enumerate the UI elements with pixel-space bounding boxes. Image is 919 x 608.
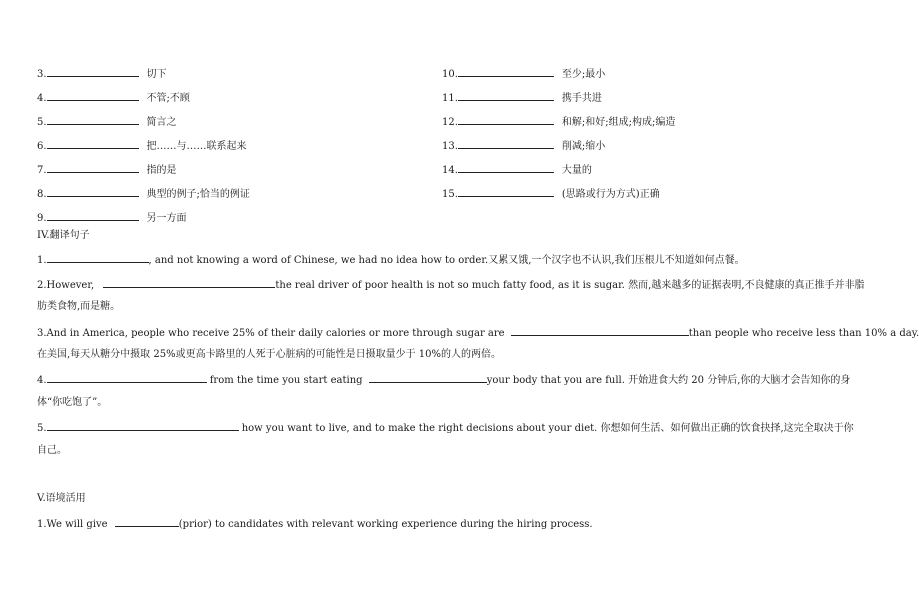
sentence-1-text: , and not knowing a word of Chinese, we had no idea how to order.又累又饿,一个汉字也不认识,我们压根儿不知道如何点餐。 <box>148 255 745 266</box>
vocab-number: 14. <box>442 165 458 176</box>
section-title-translation: IV.翻译句子 <box>37 230 90 241</box>
vocab-number: 7. <box>37 165 47 176</box>
vocab-number: 6. <box>37 141 47 152</box>
sentence-3-prefix: 3.And in America, people who receive 25% of their daily calories or more through sugar are <box>37 328 508 339</box>
vocab-item <box>37 114 177 130</box>
vocab-blank[interactable] <box>458 90 554 101</box>
vocab-blank[interactable] <box>47 162 139 173</box>
vocab-meaning: 不管;不顾 <box>146 93 190 104</box>
vocab-number: 5. <box>37 117 47 128</box>
vocab-number: 13. <box>442 141 458 152</box>
sentence-1 <box>37 252 745 268</box>
vocab-number: 12. <box>442 117 458 128</box>
vocab-number: 10. <box>442 69 458 80</box>
vocab-item <box>37 90 190 106</box>
vocab-meaning: 指的是 <box>146 165 177 176</box>
vocab-blank[interactable] <box>47 138 139 149</box>
vocab-item <box>442 186 660 202</box>
context-question-1 <box>37 516 593 532</box>
vocab-item <box>442 90 602 106</box>
vocab-item <box>37 138 247 154</box>
vocab-item <box>442 138 605 154</box>
vocab-blank[interactable] <box>458 186 554 197</box>
vocab-meaning: 削减;缩小 <box>561 141 606 152</box>
vocab-blank[interactable] <box>458 162 554 173</box>
vocab-item <box>37 186 250 202</box>
vocab-blank[interactable] <box>458 66 554 77</box>
sentence-5-continued: 自己。 <box>37 445 67 456</box>
context-question-1-prefix: 1.We will give <box>37 519 111 530</box>
vocab-meaning: (思路或行为方式)正确 <box>561 189 660 200</box>
sentence-3-blank[interactable] <box>511 325 689 336</box>
sentence-4-continued: 体“你吃饱了”。 <box>37 397 108 408</box>
vocab-blank[interactable] <box>47 114 139 125</box>
section-title-context: V.语境活用 <box>37 493 86 504</box>
sentence-5-number: 5. <box>37 423 47 434</box>
vocab-meaning: 另一方面 <box>146 213 187 224</box>
vocab-meaning: 把……与……联系起来 <box>146 141 247 152</box>
sentence-3 <box>37 325 919 341</box>
vocab-number: 8. <box>37 189 47 200</box>
sentence-4-middle: from the time you start eating <box>206 375 366 386</box>
sentence-3-translation: 在美国,每天从糖分中摄取 25%或更高卡路里的人死于心脏病的可能性是日摄取量少于 10%的人的两倍。 <box>37 349 501 360</box>
context-question-1-blank[interactable] <box>115 516 179 527</box>
vocab-blank[interactable] <box>458 138 554 149</box>
vocab-item <box>442 66 605 82</box>
sentence-5-blank[interactable] <box>47 420 239 431</box>
sentence-2 <box>37 277 865 293</box>
vocab-item <box>37 162 177 178</box>
vocab-item <box>442 114 675 130</box>
sentence-2-text: the real driver of poor health is not so much fatty food, as it is sugar. 然而,越来越多的证据表明,不良健康的真正推手并非脂 <box>275 280 865 291</box>
vocab-meaning: 切下 <box>146 69 167 80</box>
vocab-meaning: 至少;最小 <box>561 69 606 80</box>
sentence-4-blank-2[interactable] <box>369 372 487 383</box>
sentence-4-number: 4. <box>37 375 47 386</box>
sentence-5-text: how you want to live, and to make the right decisions about your diet. 你想如何生活、如何做出正确的饮食抉择,这完全取决于你 <box>238 423 854 434</box>
vocab-item <box>37 210 187 226</box>
vocab-blank[interactable] <box>458 114 554 125</box>
vocab-meaning: 简言之 <box>146 117 177 128</box>
vocab-blank[interactable] <box>47 186 139 197</box>
sentence-1-blank[interactable] <box>47 252 149 263</box>
sentence-4-blank-1[interactable] <box>47 372 207 383</box>
vocab-number: 3. <box>37 69 47 80</box>
sentence-3-text: than people who receive less than 10% a day. <box>688 328 919 339</box>
sentence-2-continued: 肪类食物,而是糖。 <box>37 301 121 312</box>
context-question-1-text: (prior) to candidates with relevant working experience during the hiring process. <box>178 519 593 530</box>
vocab-item <box>442 162 592 178</box>
vocab-blank[interactable] <box>47 210 139 221</box>
vocab-blank[interactable] <box>47 90 139 101</box>
vocab-number: 4. <box>37 93 47 104</box>
vocab-number: 11. <box>442 93 458 104</box>
vocab-number: 15. <box>442 189 458 200</box>
sentence-2-blank[interactable] <box>103 277 275 288</box>
vocab-meaning: 和解;和好;组成;构成;编造 <box>561 117 676 128</box>
sentence-1-number: 1. <box>37 255 47 266</box>
vocab-meaning: 携手共进 <box>561 93 602 104</box>
sentence-5 <box>37 420 854 436</box>
sentence-2-prefix: 2.However, <box>37 280 98 291</box>
sentence-4 <box>37 372 850 388</box>
vocab-item <box>37 66 167 82</box>
vocab-meaning: 典型的例子;恰当的例证 <box>146 189 250 200</box>
sentence-4-text: your body that you are full. 开始进食大约 20 分钟后,你的大脑才会告知你的身 <box>486 375 851 386</box>
vocab-number: 9. <box>37 213 47 224</box>
vocab-blank[interactable] <box>47 66 139 77</box>
vocab-meaning: 大量的 <box>561 165 592 176</box>
